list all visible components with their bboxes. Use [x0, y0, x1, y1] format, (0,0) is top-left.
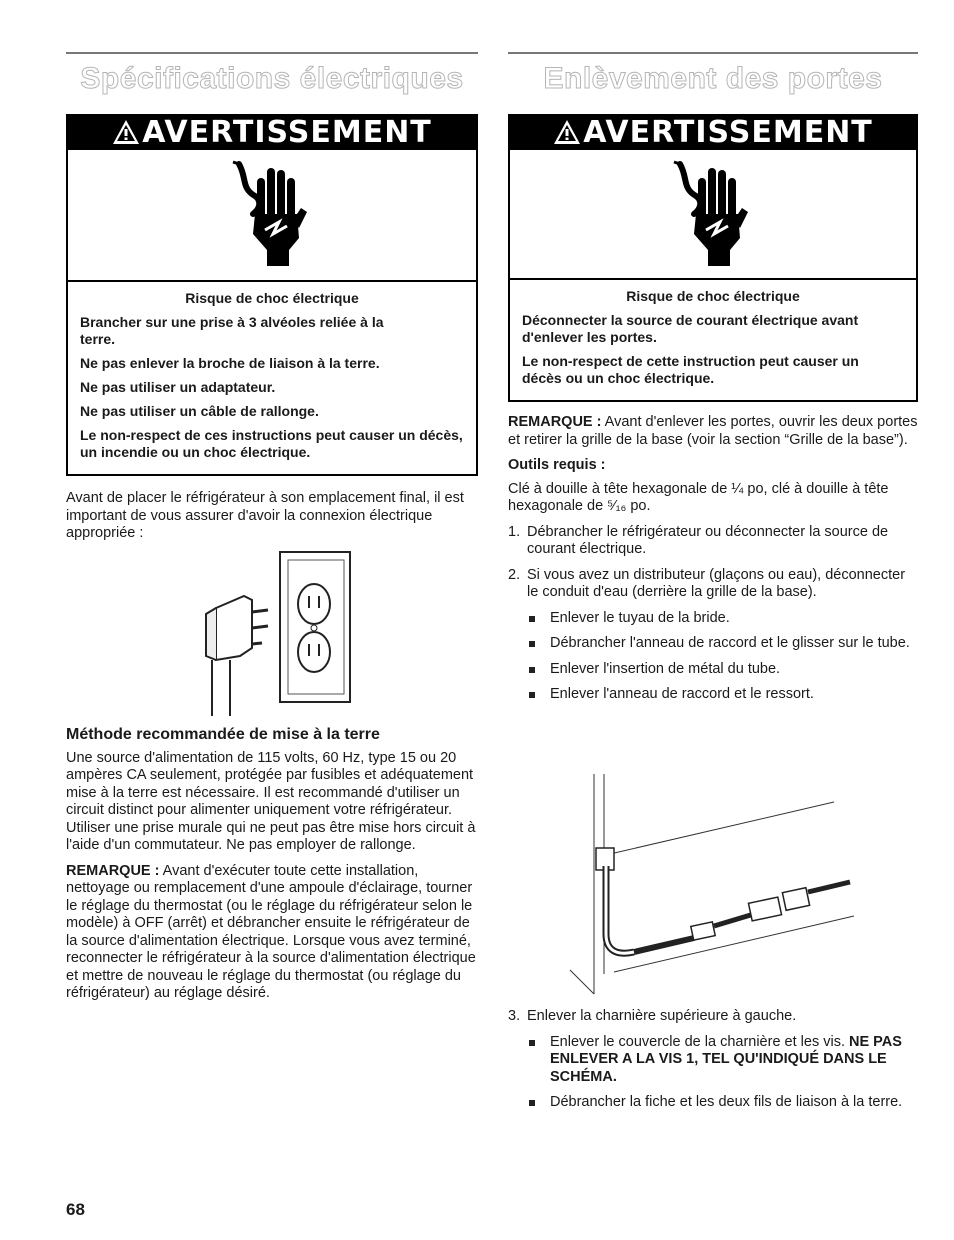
warning-header — [68, 116, 476, 150]
section-rule — [508, 52, 918, 54]
grounding-text: Une source d'alimentation de 115 volts, 60 Hz, type 15 ou 20 ampères CA seulement, protégée par fusibles et adéquatement mise à la terre est nécessaire. Il est recommandé d'utiliser un circuit distinct pour alimenter uniquement votre réfrigérateur. Utiliser une prise murale qui ne peut pas être mise hors circuit à l'aide d'un commutateur. Ne pas employer de rallonge. — [66, 749, 476, 853]
step3-section — [508, 1008, 918, 1120]
note-text: Avant d'enlever les portes, ouvrir les deux portes et retirer la grille de la base (voir la section “Grille de la base”). — [508, 414, 918, 448]
door-removal-instructions — [508, 414, 918, 712]
electric-shock-hand-icon — [227, 158, 317, 268]
step-text: Si vous avez un distributeur (glaçons ou eau), déconnecter le conduit d'eau (derrière la grille de la base). — [527, 566, 906, 600]
note-label: REMARQUE : — [66, 862, 160, 879]
step-text: Enlever la charnière supérieure à gauche. — [527, 1008, 797, 1024]
warning-text — [68, 282, 476, 474]
warning-header-text: AVERTISSEMENT — [583, 115, 873, 150]
bullet-item: Enlever le tuyau de la bride. — [527, 610, 918, 628]
tools-heading — [508, 457, 918, 475]
bullet-text: Enlever le couvercle de la charnière et les vis. — [550, 1033, 850, 1050]
warning-line: Le non-respect de cette instruction peut causer un décès ou un choc électrique. — [522, 353, 859, 386]
warning-line: Le non-respect de ces instructions peut causer un décès, un incendie ou un choc électrique. — [80, 427, 463, 460]
warning-line: Brancher sur une prise à 3 alvéoles reliée à la terre. — [80, 314, 384, 347]
bullet-item: Enlever l'insertion de métal du tube. — [527, 661, 918, 679]
section-title: Spécifications électriques — [80, 62, 464, 95]
tools-heading-text: Outils requis : — [508, 457, 606, 473]
step-text: Débrancher le réfrigérateur ou déconnecter la source de courant électrique. — [527, 523, 889, 557]
warning-triangle-icon — [112, 119, 140, 145]
warning-line: Ne pas enlever la broche de liaison à la terre. — [80, 355, 380, 371]
bullet-item: Enlever l'anneau de raccord et le ressort. — [527, 686, 918, 704]
step-number: 2. — [508, 566, 521, 583]
step-item — [508, 567, 918, 602]
note-label: REMARQUE : — [508, 414, 602, 430]
electric-shock-hand-icon — [668, 158, 758, 268]
warning-line: Ne pas utiliser un adaptateur. — [80, 379, 276, 395]
bullet-item: Débrancher l'anneau de raccord et le glisser sur le tube. — [527, 635, 918, 653]
grounding-section — [66, 726, 478, 1011]
warning-header-text: AVERTISSEMENT — [142, 115, 432, 150]
tools-text: Clé à douille à tête hexagonale de ¼ po, clé à douille à tête hexagonale de ⁵⁄₁₆ po. — [508, 480, 889, 514]
grounding-note — [66, 863, 478, 1003]
section-title: Enlèvement des portes — [543, 62, 883, 95]
bullet-item — [527, 1034, 918, 1087]
note-text: Avant d'exécuter toute cette installation, nettoyage ou remplacement d'une ampoule d'éclairage, tourner le réglage du thermostat (ou le réglage du réfrigérateur selon le modèle) à OFF (arrêt) et débrancher ensuite le réfrigérateur de la source d'alimentation électrique. Lorsque vous avez terminé, reconnecter le réfrigérateur à la source d'alimentation électrique et mettre de nouveau le réglage du thermostat (ou réglage du réfrigérateur) au réglage désiré. — [66, 862, 476, 1001]
door-note — [508, 414, 918, 449]
steps-list — [508, 1008, 918, 1026]
step-number: 1. — [508, 523, 521, 540]
water-line-figure — [564, 774, 864, 996]
bullet-emphasis: NE PAS ENLEVER A LA VIS 1, TEL QU'INDIQUÉ DANS LE SCHÉMA. — [550, 1033, 902, 1085]
step-item — [508, 524, 918, 559]
section-rule — [66, 52, 478, 54]
step2-bullets — [527, 610, 918, 704]
warning-box — [508, 114, 918, 402]
warning-triangle-icon — [553, 119, 581, 145]
warning-risk-title: Risque de choc électrique — [185, 290, 359, 306]
step3-bullets — [527, 1034, 918, 1112]
grounding-heading: Méthode recommandée de mise à la terre — [66, 726, 380, 743]
step-number: 3. — [508, 1008, 521, 1024]
step-item — [508, 1008, 918, 1026]
bullet-item: Débrancher la fiche et les deux fils de liaison à la terre. — [527, 1094, 918, 1112]
intro-text: Avant de placer le réfrigérateur à son emplacement final, il est important de vous assurer d'avoir la connexion électrique appropriée : — [66, 490, 464, 541]
warning-risk-title: Risque de choc électrique — [626, 288, 800, 304]
shock-hazard-figure — [68, 150, 476, 282]
shock-hazard-figure — [510, 150, 916, 280]
warning-line: Ne pas utiliser un câble de rallonge. — [80, 403, 319, 419]
warning-box — [66, 114, 478, 476]
warning-line: Déconnecter la source de courant électrique avant d'enlever les portes. — [522, 312, 859, 345]
steps-list — [508, 524, 918, 602]
page-number: 68 — [66, 1200, 85, 1219]
warning-text — [510, 280, 916, 400]
warning-header — [510, 116, 916, 150]
intro-paragraph — [66, 490, 478, 551]
grounded-outlet-figure — [196, 548, 356, 718]
